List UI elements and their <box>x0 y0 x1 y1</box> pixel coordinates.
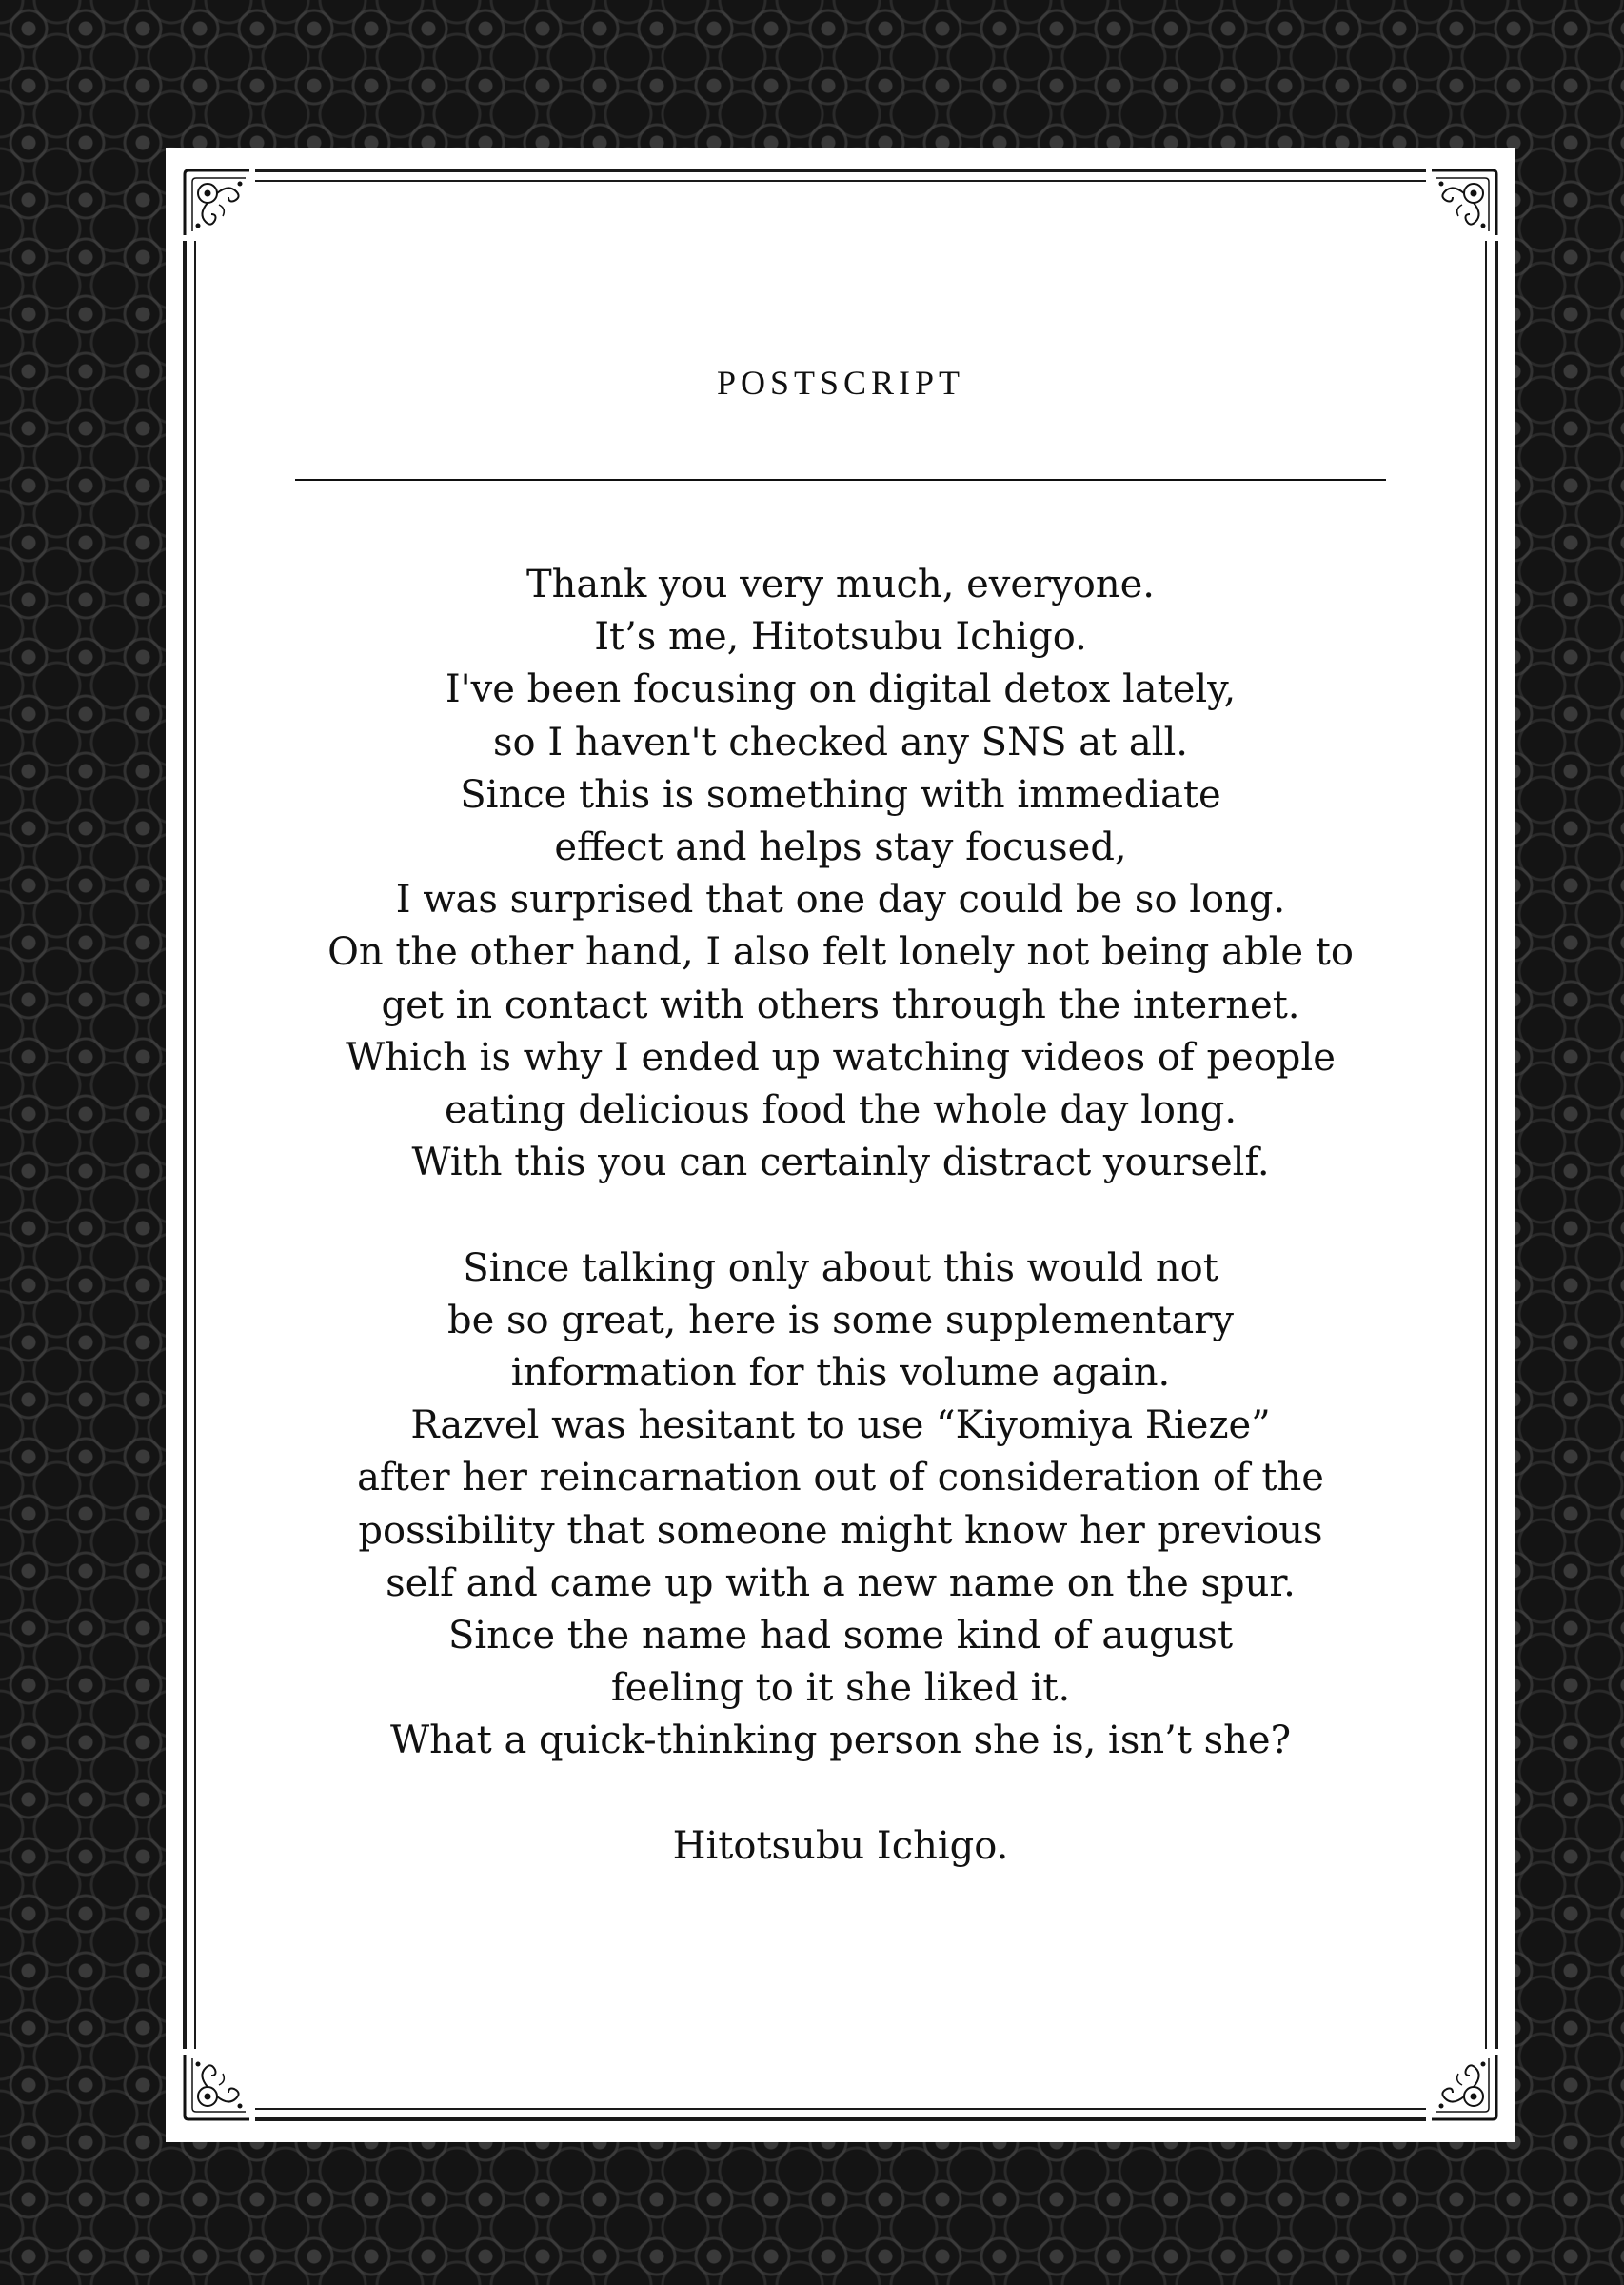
text-line: possibility that someone might know her previous <box>358 1508 1323 1553</box>
text-line: get in contact with others through the internet. <box>381 983 1300 1027</box>
corner-ornament-icon <box>179 165 255 241</box>
postscript-body <box>223 559 1458 1873</box>
text-line: information for this volume again. <box>510 1351 1171 1396</box>
corner-ornament-icon <box>1426 165 1502 241</box>
text-line: so I haven't checked any SNS at all. <box>493 720 1188 765</box>
corner-ornament-icon <box>179 2049 255 2125</box>
text-line: Thank you very much, everyone. <box>525 563 1156 606</box>
text-line: self and came up with a new name on the spur. <box>386 1560 1296 1605</box>
text-line: What a quick-thinking person she is, isn’t she? <box>389 1719 1292 1763</box>
postscript-page <box>166 148 1515 2142</box>
text-line: Which is why I ended up watching videos of people <box>346 1035 1336 1080</box>
text-line: eating delicious food the whole day long. <box>444 1088 1238 1133</box>
text-line: after her reincarnation out of consideration of the <box>357 1456 1324 1500</box>
signature: Hitotsubu Ichigo. <box>672 1823 1009 1868</box>
text-line: I was surprised that one day could be so long. <box>395 878 1286 923</box>
text-line: effect and helps stay focused, <box>554 825 1127 870</box>
title-divider <box>295 479 1386 481</box>
text-line: be so great, here is some supplementary <box>447 1298 1234 1342</box>
text-line: Razvel was hesitant to use “Kiyomiya Rieze” <box>410 1403 1271 1448</box>
page-title: POSTSCRIPT <box>716 364 965 402</box>
text-line: Since talking only about this would not <box>463 1245 1218 1290</box>
text-line: feeling to it she liked it. <box>610 1666 1071 1711</box>
paragraph-gap <box>223 1189 1458 1242</box>
text-line: On the other hand, I also felt lonely not being able to <box>327 930 1354 975</box>
corner-ornament-icon <box>1426 2049 1502 2125</box>
text-line: It’s me, Hitotsubu Ichigo. <box>594 615 1087 660</box>
text-line: Since this is something with immediate <box>460 772 1221 817</box>
text-line: Since the name had some kind of august <box>447 1614 1234 1659</box>
text-line: With this you can certainly distract yourself. <box>411 1141 1270 1185</box>
paragraph-gap <box>223 1768 1458 1820</box>
text-line: I've been focusing on digital detox lately, <box>445 667 1237 712</box>
